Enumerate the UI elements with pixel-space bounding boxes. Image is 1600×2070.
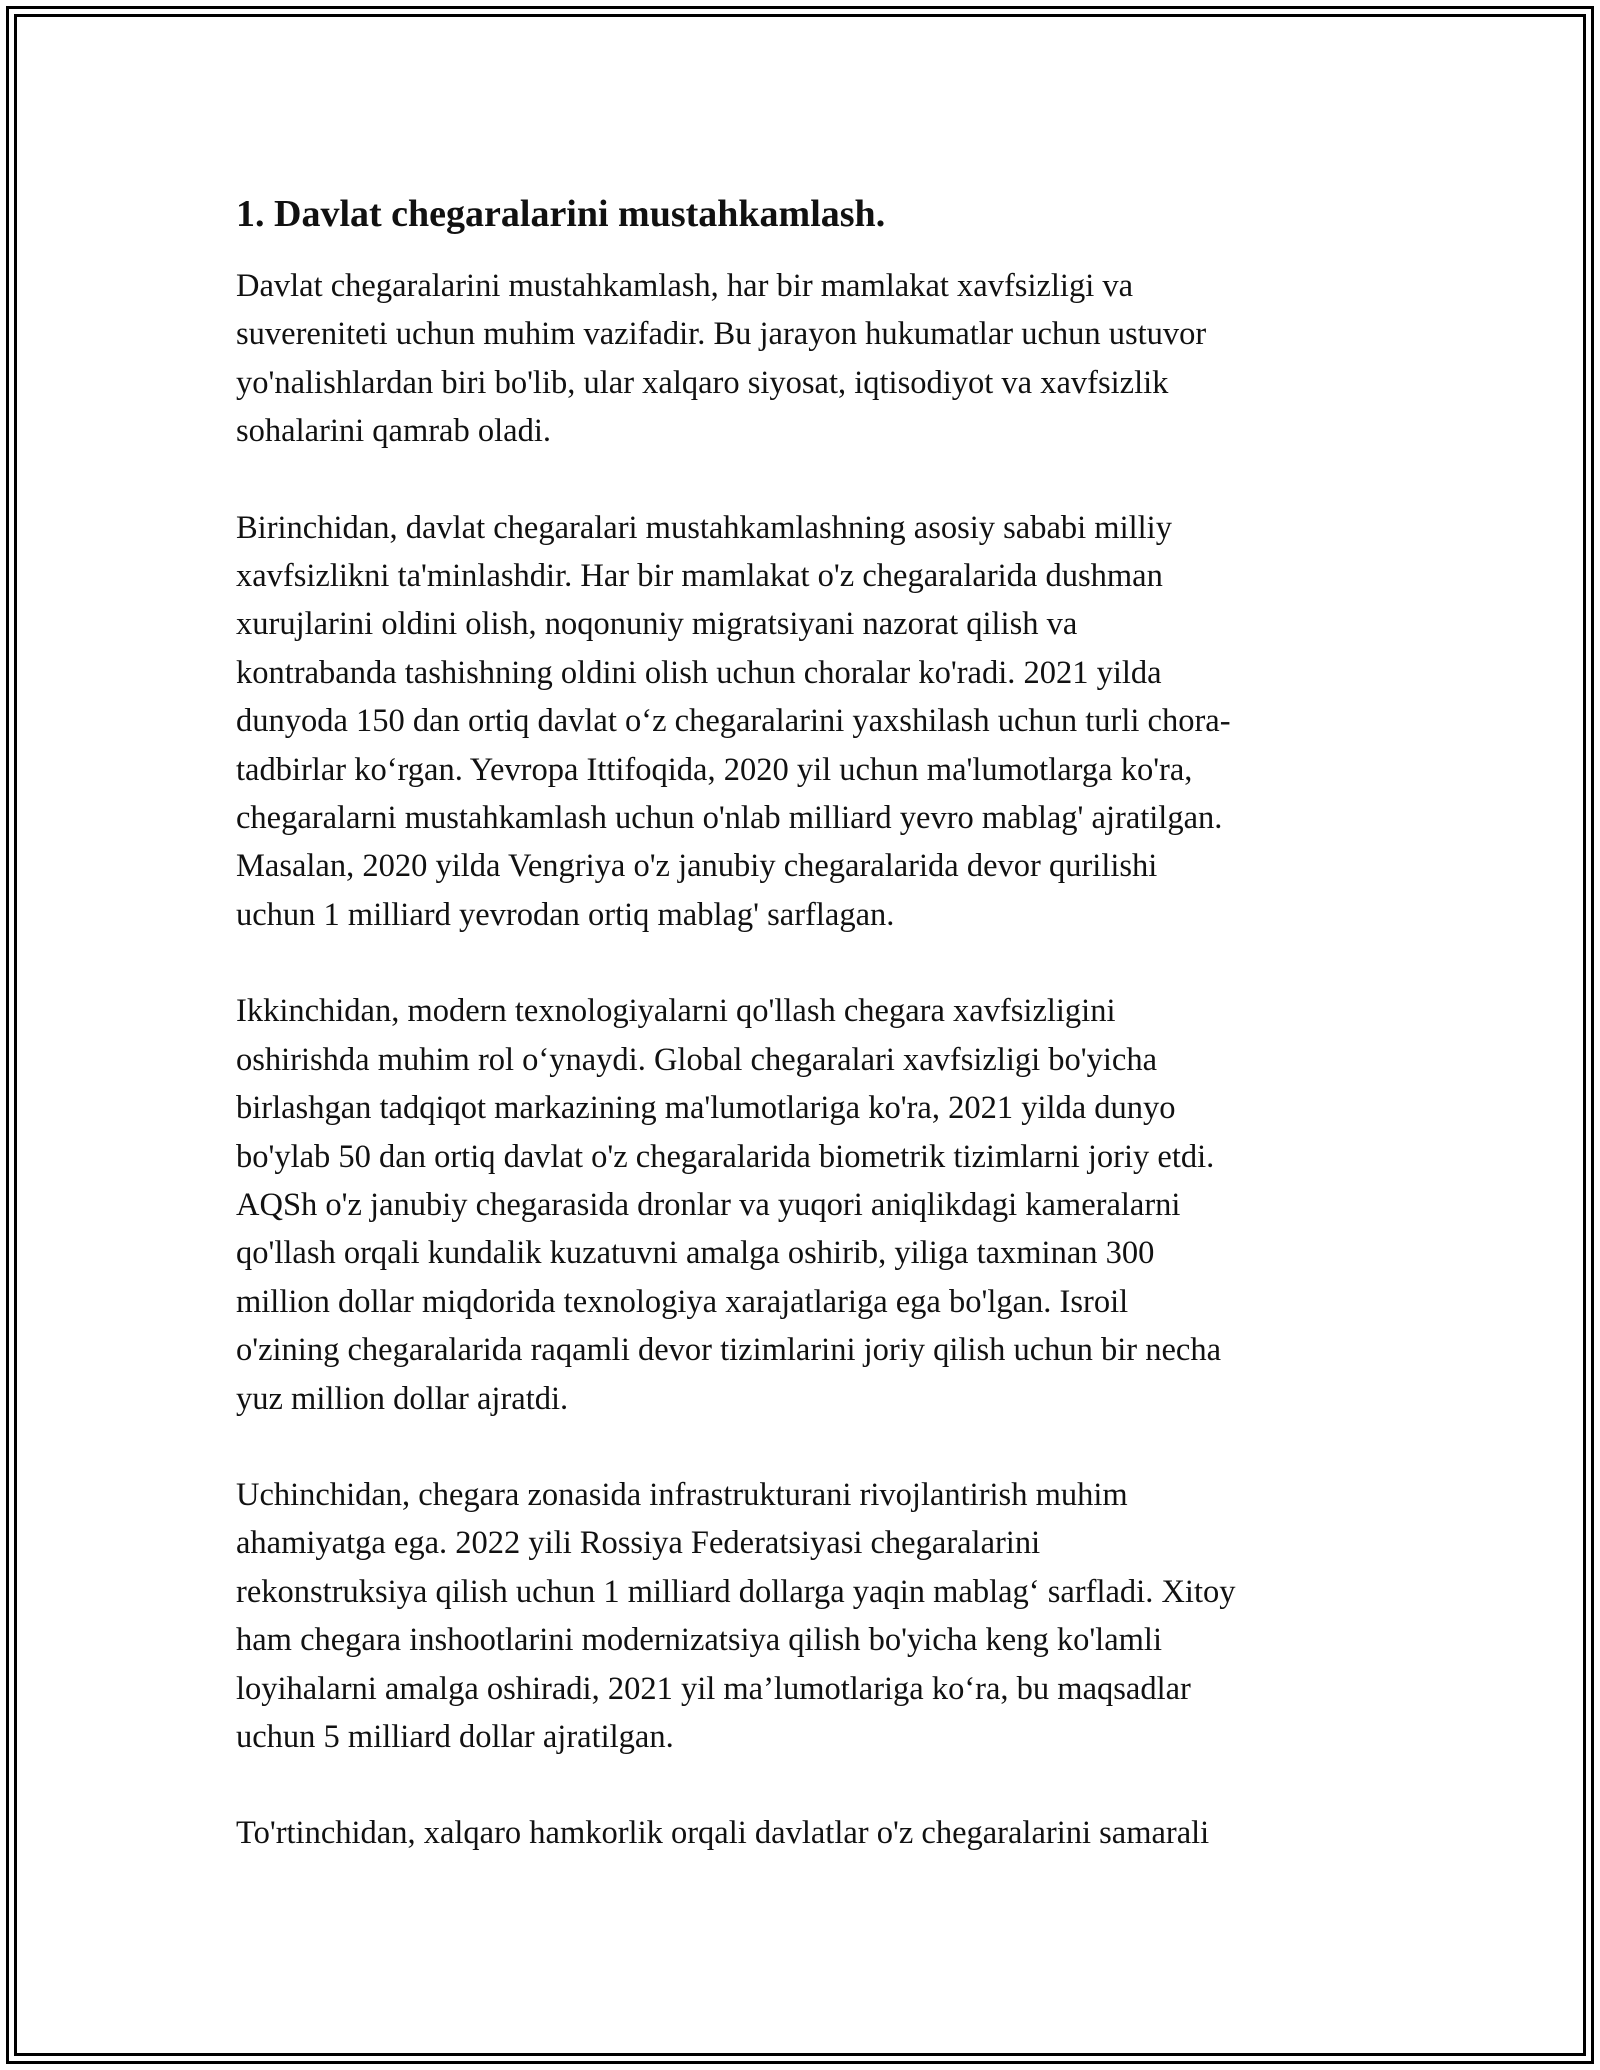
paragraph-line: suvereniteti uchun muhim vazifadir. Bu jarayon hukumatlar uchun ustuvor — [236, 316, 1207, 353]
paragraph-line: uchun 5 milliard dollar ajratilgan. — [236, 1718, 674, 1755]
paragraph-line: loyihalarni amalga oshiradi, 2021 yil ma’lumotlariga ko‘ra, bu maqsadlar — [236, 1670, 1191, 1707]
paragraph-line: rekonstruksiya qilish uchun 1 milliard dollarga yaqin mablag‘ sarfladi. Xitoy — [236, 1573, 1236, 1610]
paragraph-line: yo'nalishlardan biri bo'lib, ular xalqaro siyosat, iqtisodiyot va xavfsizlik — [236, 364, 1169, 401]
paragraph — [236, 1809, 1386, 1857]
paragraph-line: ham chegara inshootlarini modernizatsiya qilish bo'yicha keng ko'lamli — [236, 1622, 1162, 1659]
paragraph-line: qo'llash orqali kundalik kuzatuvni amalga oshirib, yiliga taxminan 300 — [236, 1235, 1155, 1272]
paragraph-line: o'zining chegaralarida raqamli devor tizimlarini joriy qilish uchun bir necha — [236, 1332, 1222, 1369]
paragraph-line: birlashgan tadqiqot markazining ma'lumotlariga ko'ra, 2021 yilda dunyo — [236, 1090, 1176, 1127]
paragraph-line: ahamiyatga ega. 2022 yili Rossiya Federatsiyasi chegaralarini — [236, 1525, 1041, 1562]
paragraph-line: dunyoda 150 dan ortiq davlat o‘z chegaralarini yaxshilash uchun turli chora- — [236, 703, 1231, 740]
paragraph — [236, 987, 1386, 1423]
paragraph-line: Masalan, 2020 yilda Vengriya o'z janubiy chegaralarida devor qurilishi — [236, 848, 1158, 885]
paragraph — [236, 262, 1386, 456]
paragraph-line: Uchinchidan, chegara zonasida infrastrukturani rivojlantirish muhim — [236, 1476, 1128, 1513]
paragraph-line: sohalarini qamrab oladi. — [236, 413, 551, 450]
paragraph-line: xavfsizlikni ta'minlashdir. Har bir mamlakat o'z chegaralarida dushman — [236, 558, 1163, 595]
paragraph-line: Ikkinchidan, modern texnologiyalarni qo'llash chegara xavfsizligini — [236, 993, 1116, 1030]
paragraph-line: oshirishda muhim rol o‘ynaydi. Global chegaralari xavfsizligi bo'yicha — [236, 1041, 1158, 1078]
paragraph-list — [236, 262, 1386, 1858]
paragraph-line: AQSh o'z janubiy chegarasida dronlar va yuqori aniqlikdagi kameralarni — [236, 1186, 1181, 1223]
document-body — [236, 190, 1386, 1906]
paragraph-line: yuz million dollar ajratdi. — [236, 1380, 569, 1417]
paragraph-line: uchun 1 milliard yevrodan ortiq mablag' sarflagan. — [236, 896, 895, 933]
paragraph — [236, 504, 1386, 940]
paragraph-line: tadbirlar ko‘rgan. Yevropa Ittifoqida, 2020 yil uchun ma'lumotlarga ko'ra, — [236, 751, 1193, 788]
paragraph-line: Davlat chegaralarini mustahkamlash, har bir mamlakat xavfsizligi va — [236, 268, 1134, 304]
paragraph — [236, 1471, 1386, 1761]
paragraph-line: xurujlarini oldini olish, noqonuniy migratsiyani nazorat qilish va — [236, 606, 1078, 643]
paragraph-line: To'rtinchidan, xalqaro hamkorlik orqali davlatlar o'z chegaralarini samarali — [236, 1815, 1210, 1852]
paragraph-line: million dollar miqdorida texnologiya xarajatlariga ega bo'lgan. Isroil — [236, 1283, 1129, 1320]
paragraph-line: kontrabanda tashishning oldini olish uchun choralar ko'radi. 2021 yilda — [236, 654, 1162, 691]
paragraph-line: chegaralarni mustahkamlash uchun o'nlab milliard yevro mablag' ajratilgan. — [236, 800, 1223, 837]
page-title: 1. Davlat chegaralarini mustahkamlash. — [236, 193, 886, 235]
paragraph-line: bo'ylab 50 dan ortiq davlat o'z chegaralarida biometrik tizimlarni joriy etdi. — [236, 1138, 1215, 1175]
paragraph-line: Birinchidan, davlat chegaralari mustahkamlashning asosiy sababi milliy — [236, 509, 1172, 546]
